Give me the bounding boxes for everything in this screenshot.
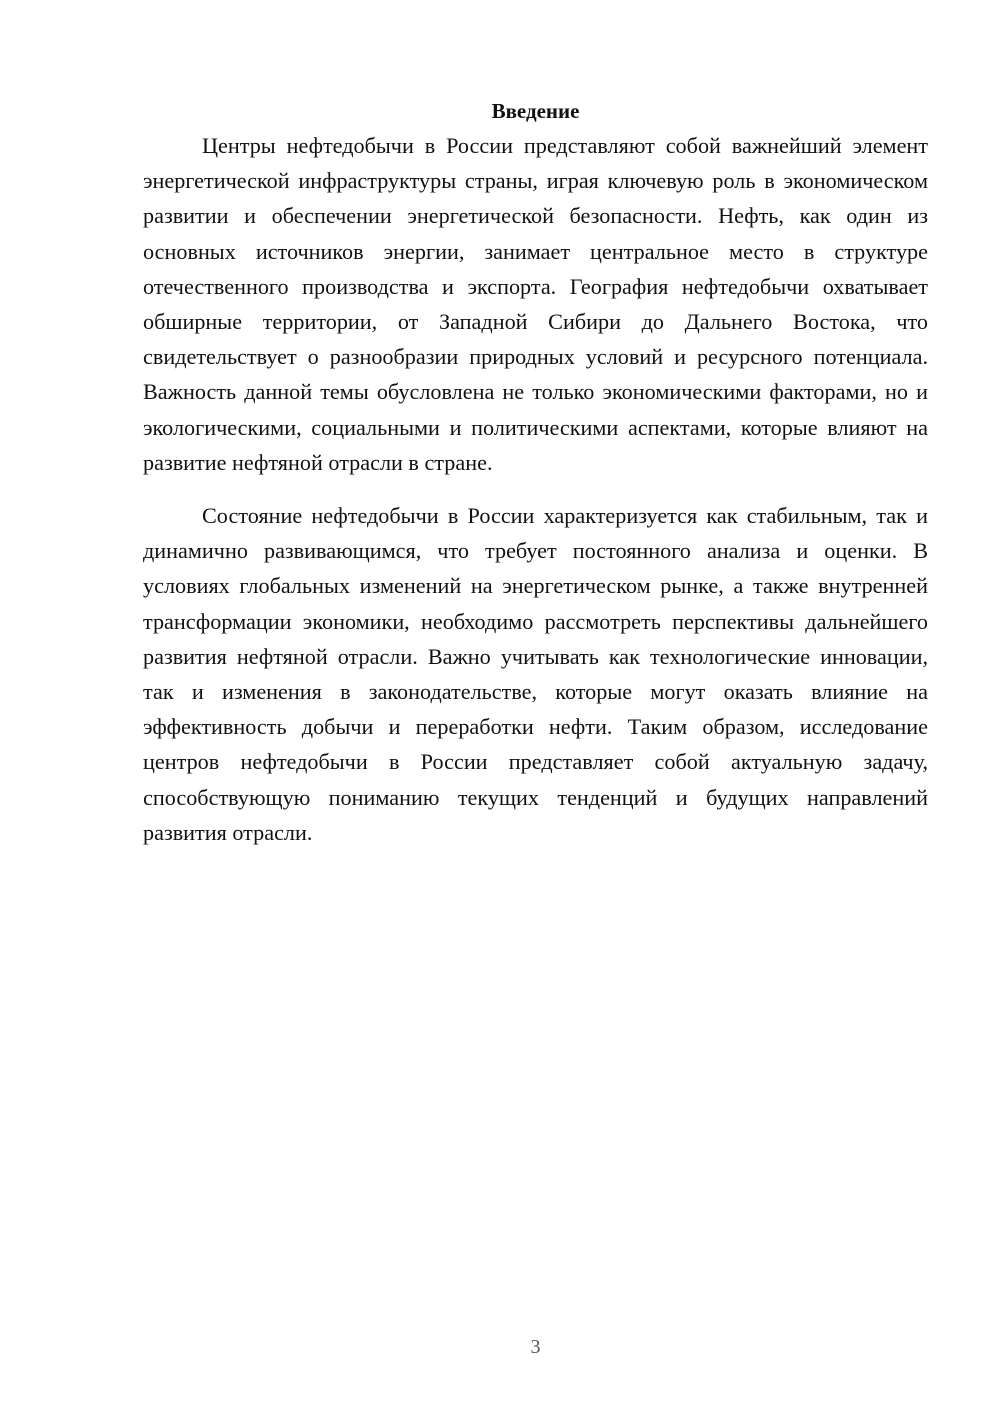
paragraph-1: Центры нефтедобычи в России представляют собой важнейший элемент энергетической инфраструктуры страны, играя ключевую роль в экономическом развитии и обеспечении энергетической безопасности. Нефть, как один из основных источников энергии, занимает центральное место в структуре отечественного производства и экспорта. География нефтедобычи охватывает обширные территории, от Западной Сибири до Дальнего Востока, что свидетельствует о разнообразии природных условий и ресурсного потенциала. Важность данной темы обусловлена не только экономическими факторами, но и экологическими, социальными и политическими аспектами, которые влияют на развитие нефтяной отрасли в стране. (143, 133, 928, 475)
paragraph-2: Состояние нефтедобычи в России характеризуется как стабильным, так и динамично развивающимся, что требует постоянного анализа и оценки. В условиях глобальных изменений на энергетическом рынке, а также внутренней трансформации экономики, необходимо рассмотреть перспективы дальнейшего развития нефтяной отрасли. Важно учитывать как технологические инновации, так и изменения в законодательстве, которые могут оказать влияние на эффективность добычи и переработки нефти. Таким образом, исследование центров нефтедобычи в России представляет собой актуальную задачу, способствующую пониманию текущих тенденций и будущих направлений развития отрасли. (143, 503, 928, 845)
page-content (143, 96, 928, 850)
section-heading: Введение (491, 99, 580, 123)
page-number: 3 (530, 1336, 541, 1358)
